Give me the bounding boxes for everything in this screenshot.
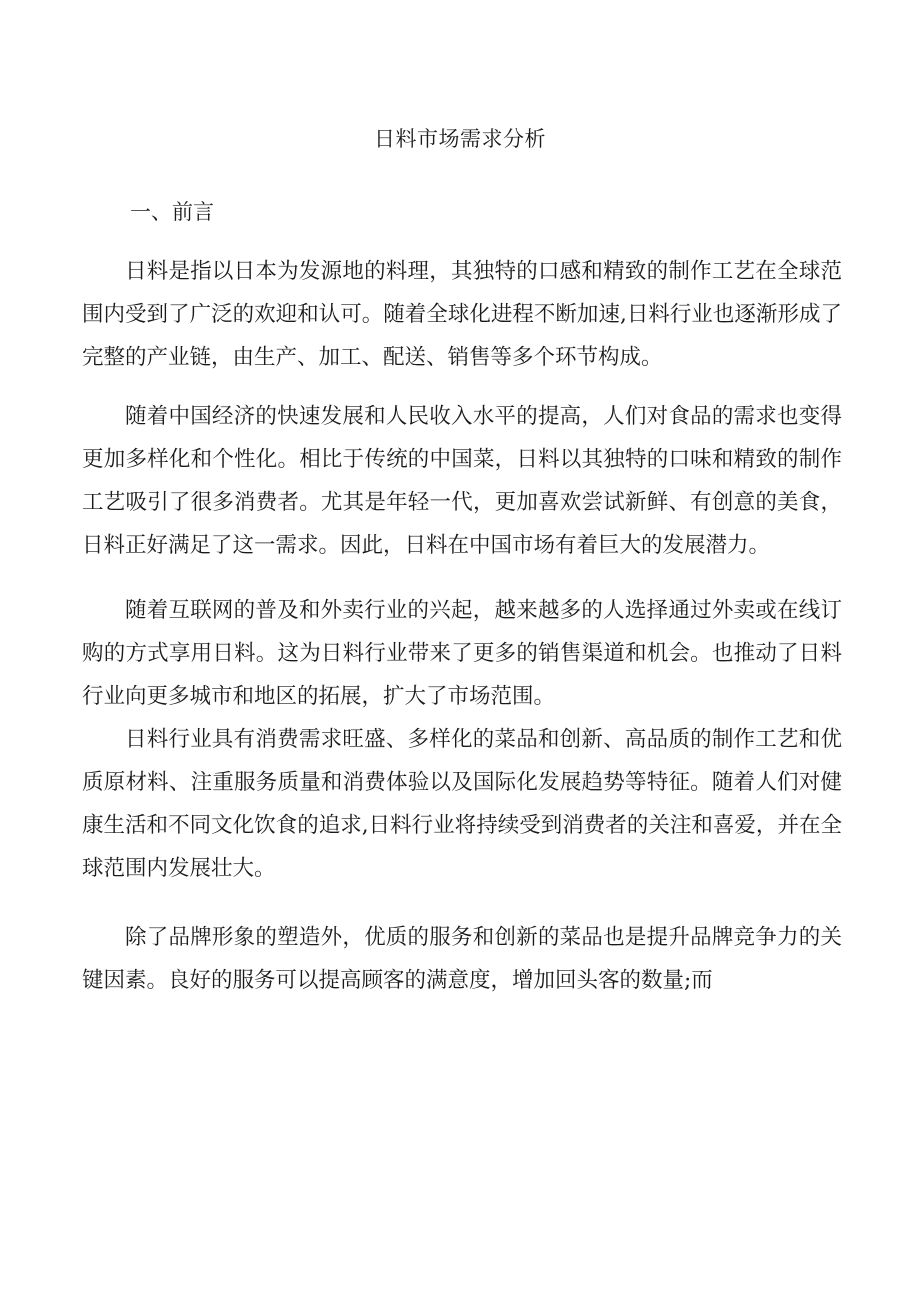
paragraph-5: 除了品牌形象的塑造外，优质的服务和创新的菜品也是提升品牌竞争力的关键因素。良好的服务可以提高顾客的满意度，增加回头客的数量;而 xyxy=(82,925,842,993)
paragraph-1: 日料是指以日本为发源地的料理，其独特的口感和精致的制作工艺在全球范围内受到了广泛的欢迎和认可。随着全球化进程不断加速,日料行业也逐渐形成了完整的产业链，由生产、加工、配送、销售等多个环节构成。 xyxy=(82,259,842,370)
document-title: 日料市场需求分析 xyxy=(374,127,546,151)
paragraph-4: 日料行业具有消费需求旺盛、多样化的菜品和创新、高品质的制作工艺和优质原材料、注重服务质量和消费体验以及国际化发展趋势等特征。随着人们对健康生活和不同文化饮食的追求,日料行业将持续受到消费者的关注和喜爱，并在全球范围内发展壮大。 xyxy=(82,727,842,881)
document-body xyxy=(82,250,842,1002)
paragraph-3: 随着互联网的普及和外卖行业的兴起，越来越多的人选择通过外卖或在线订购的方式享用日料。这为日料行业带来了更多的销售渠道和机会。也推动了日料行业向更多城市和地区的拓展，扩大了市场范围。 xyxy=(82,598,842,709)
paragraph-2: 随着中国经济的快速发展和人民收入水平的提高，人们对食品的需求也变得更加多样化和个性化。相比于传统的中国菜，日料以其独特的口味和精致的制作工艺吸引了很多消费者。尤其是年轻一代，更加喜欢尝试新鲜、有创意的美食，日料正好满足了这一需求。因此，日料在中国市场有着巨大的发展潜力。 xyxy=(82,404,842,558)
section-heading: 一、前言 xyxy=(130,200,214,224)
